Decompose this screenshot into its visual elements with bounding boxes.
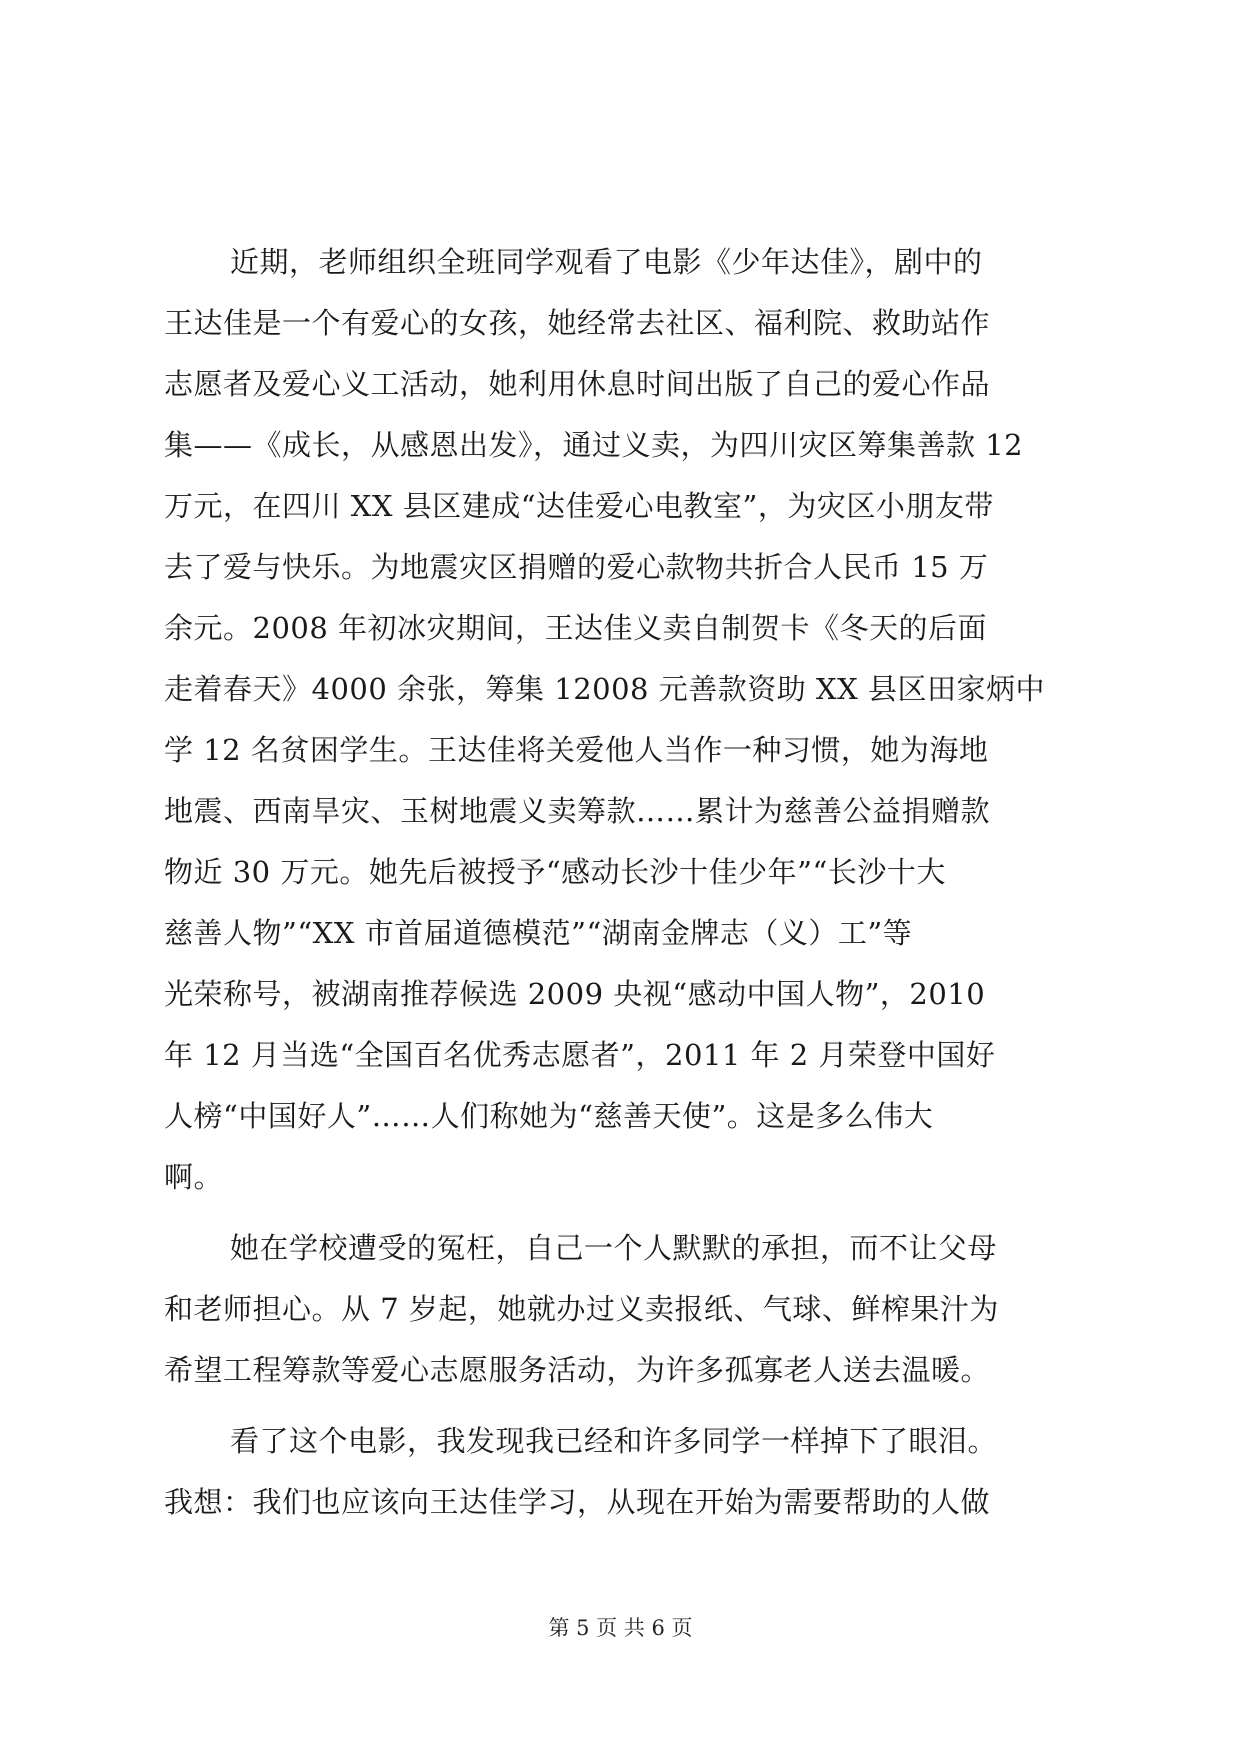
text-line: 余元。2008 年初冰灾期间，王达佳义卖自制贺卡《冬天的后面 xyxy=(164,611,988,645)
text-line: 集——《成长，从感恩出发》，通过义卖，为四川灾区筹集善款 12 xyxy=(164,428,1024,462)
text-line: 去了爱与快乐。为地震灾区捐赠的爱心款物共折合人民币 15 万 xyxy=(164,550,989,584)
document-body xyxy=(164,232,1084,1533)
text-line: 她在学校遭受的冤枉，自己一个人默默的承担，而不让父母 xyxy=(230,1231,998,1265)
paragraph-spacer xyxy=(164,1208,1084,1218)
text-line: 万元，在四川 XX 县区建成“达佳爱心电教室”，为灾区小朋友带 xyxy=(164,489,994,523)
text-line: 年 12 月当选“全国百名优秀志愿者”，2011 年 2 月荣登中国好 xyxy=(164,1038,996,1072)
paragraph-1 xyxy=(164,232,1084,1208)
text-line: 啊。 xyxy=(164,1160,224,1194)
text-line: 学 12 名贫困学生。王达佳将关爱他人当作一种习惯，她为海地 xyxy=(164,733,989,767)
text-line: 地震、西南旱灾、玉树地震义卖筹款……累计为慈善公益捐赠款 xyxy=(164,794,991,828)
text-line: 和老师担心。从 7 岁起，她就办过义卖报纸、气球、鲜榨果汁为 xyxy=(164,1292,999,1326)
text-line: 看了这个电影，我发现我已经和许多同学一样掉下了眼泪。 xyxy=(230,1424,998,1458)
page-number-footer: 第 5 页 共 6 页 xyxy=(548,1616,693,1640)
text-line: 人榜“中国好人”……人们称她为“慈善天使”。这是多么伟大 xyxy=(164,1099,934,1133)
text-line: 光荣称号，被湖南推荐候选 2009 央视“感动中国人物”，2010 xyxy=(164,977,986,1011)
text-line: 希望工程筹款等爱心志愿服务活动，为许多孤寡老人送去温暖。 xyxy=(164,1353,991,1387)
paragraph-2 xyxy=(164,1218,1084,1401)
paragraph-3 xyxy=(164,1411,1084,1533)
text-line: 志愿者及爱心义工活动，她利用休息时间出版了自己的爱心作品 xyxy=(164,367,991,401)
text-line: 走着春天》4000 余张，筹集 12008 元善款资助 XX 县区田家炳中 xyxy=(164,672,1045,706)
text-line: 慈善人物”“XX 市首届道德模范”“湖南金牌志（义）工”等 xyxy=(164,916,913,950)
paragraph-spacer xyxy=(164,1401,1084,1411)
text-line: 王达佳是一个有爱心的女孩，她经常去社区、福利院、救助站作 xyxy=(164,306,991,340)
text-line: 近期，老师组织全班同学观看了电影《少年达佳》，剧中的 xyxy=(230,245,983,279)
text-line: 我想：我们也应该向王达佳学习，从现在开始为需要帮助的人做 xyxy=(164,1485,991,1519)
text-line: 物近 30 万元。她先后被授予“感动长沙十佳少年”“长沙十大 xyxy=(164,855,946,889)
